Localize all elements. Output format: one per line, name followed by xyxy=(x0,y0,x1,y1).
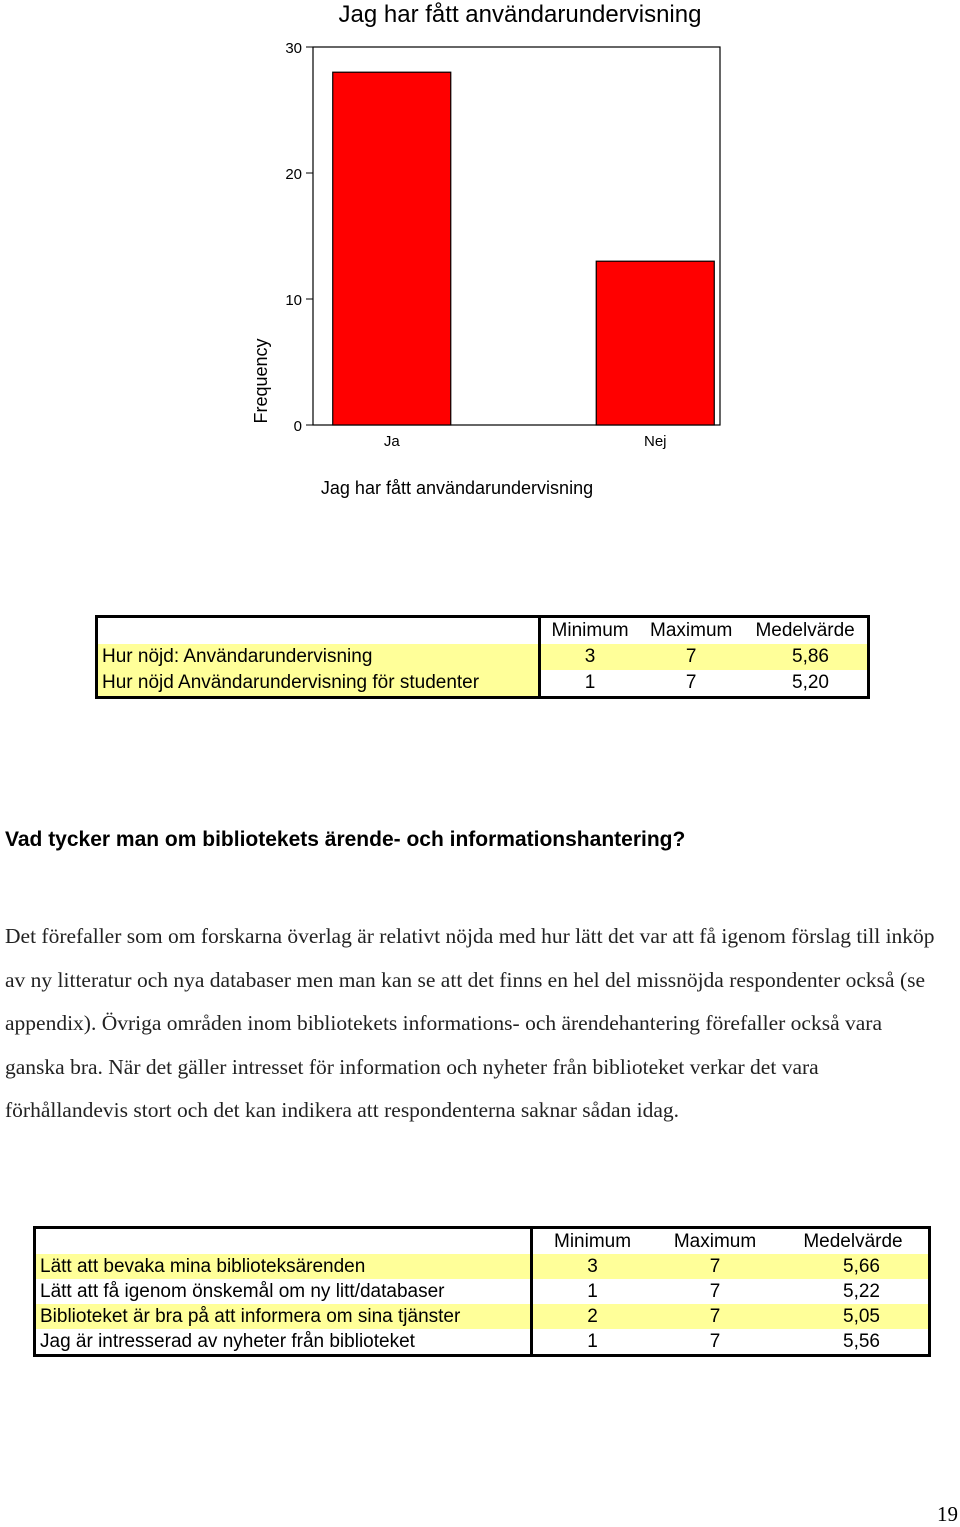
y-axis-label: Frequency xyxy=(251,338,271,424)
bars xyxy=(333,72,715,425)
x-tick-label: Ja xyxy=(383,433,400,450)
frequency-bar-chart xyxy=(0,0,960,520)
table-row xyxy=(35,1279,930,1304)
table-header-row xyxy=(35,1228,930,1255)
table-library-services xyxy=(33,1226,931,1357)
header-maximum: Maximum xyxy=(639,617,743,645)
header-average: Medelvärde xyxy=(803,1231,903,1252)
section-heading: Vad tycker man om bibliotekets ärende- och informationshantering? xyxy=(5,828,686,851)
row-label: Lätt att bevaka mina biblioteksärenden xyxy=(35,1254,532,1279)
table-header-row xyxy=(97,617,869,645)
header-average: Medelvärde xyxy=(743,617,868,645)
row-avg: 5,22 xyxy=(843,1281,880,1302)
row-max: 7 xyxy=(639,644,743,670)
row-avg: 5,86 xyxy=(743,644,868,670)
row-min: 1 xyxy=(587,1281,598,1302)
y-tick-label: 10 xyxy=(285,292,302,309)
row-label: Hur nöjd Användarundervisning för studenter xyxy=(97,670,540,698)
row-label: Lätt att få igenom önskemål om ny litt/databaser xyxy=(35,1279,532,1304)
table-row xyxy=(97,644,869,670)
row-max: 7 xyxy=(709,1331,721,1352)
row-avg: 5,56 xyxy=(843,1331,880,1352)
page-number: 19 xyxy=(937,1502,958,1526)
y-axis xyxy=(285,40,313,435)
row-max: 7 xyxy=(652,1304,778,1329)
x-tick-label: Nej xyxy=(643,433,667,450)
x-axis-label: Jag har fått användarundervisning xyxy=(320,478,594,498)
table-row xyxy=(35,1304,930,1329)
y-tick-label: 20 xyxy=(285,166,302,183)
row-min: 3 xyxy=(532,1254,653,1279)
table-user-education xyxy=(95,615,870,699)
table-row xyxy=(35,1329,930,1356)
row-label: Biblioteket är bra på att informera om sina tjänster xyxy=(35,1304,532,1329)
row-min: 1 xyxy=(587,1331,598,1352)
body-paragraph: Det förefaller som om forskarna överlag är relativt nöjda med hur lätt det var att få igenom förslag till inköp av ny litteratur och nya databaser men man kan se att det finns en hel del missnöjda respondenter också (se appendix). Övriga områden inom bibliotekets informations- och ärendehantering förefaller också vara ganska bra. När det gäller intresset för information och nyheter från biblioteket verkar det vara förhållandevis stort och det kan indikera att respondenterna saknar sådan idag. xyxy=(5,924,935,1122)
table-row xyxy=(97,670,869,698)
y-tick-label: 0 xyxy=(293,418,302,435)
row-max: 7 xyxy=(652,1254,778,1279)
row-min: 2 xyxy=(532,1304,653,1329)
header-blank xyxy=(35,1228,532,1255)
row-min: 3 xyxy=(540,644,640,670)
bar-nej xyxy=(596,261,714,425)
row-label: Hur nöjd: Användarundervisning xyxy=(97,644,540,670)
row-avg: 5,66 xyxy=(778,1254,930,1279)
table-row xyxy=(35,1254,930,1279)
row-avg: 5,05 xyxy=(778,1304,930,1329)
row-max: 7 xyxy=(709,1281,721,1302)
x-axis xyxy=(384,433,667,450)
header-minimum: Minimum xyxy=(540,617,640,645)
header-blank xyxy=(97,617,540,645)
bar-ja xyxy=(333,72,451,425)
row-label: Jag är intresserad av nyheter från biblioteket xyxy=(35,1329,532,1356)
row-max: 7 xyxy=(639,670,743,698)
header-minimum: Minimum xyxy=(554,1231,632,1252)
header-maximum: Maximum xyxy=(673,1231,757,1252)
y-tick-label: 30 xyxy=(285,40,302,57)
row-min: 1 xyxy=(540,670,640,698)
chart-title: Jag har fått användarundervisning xyxy=(338,1,702,28)
row-avg: 5,20 xyxy=(743,670,868,698)
